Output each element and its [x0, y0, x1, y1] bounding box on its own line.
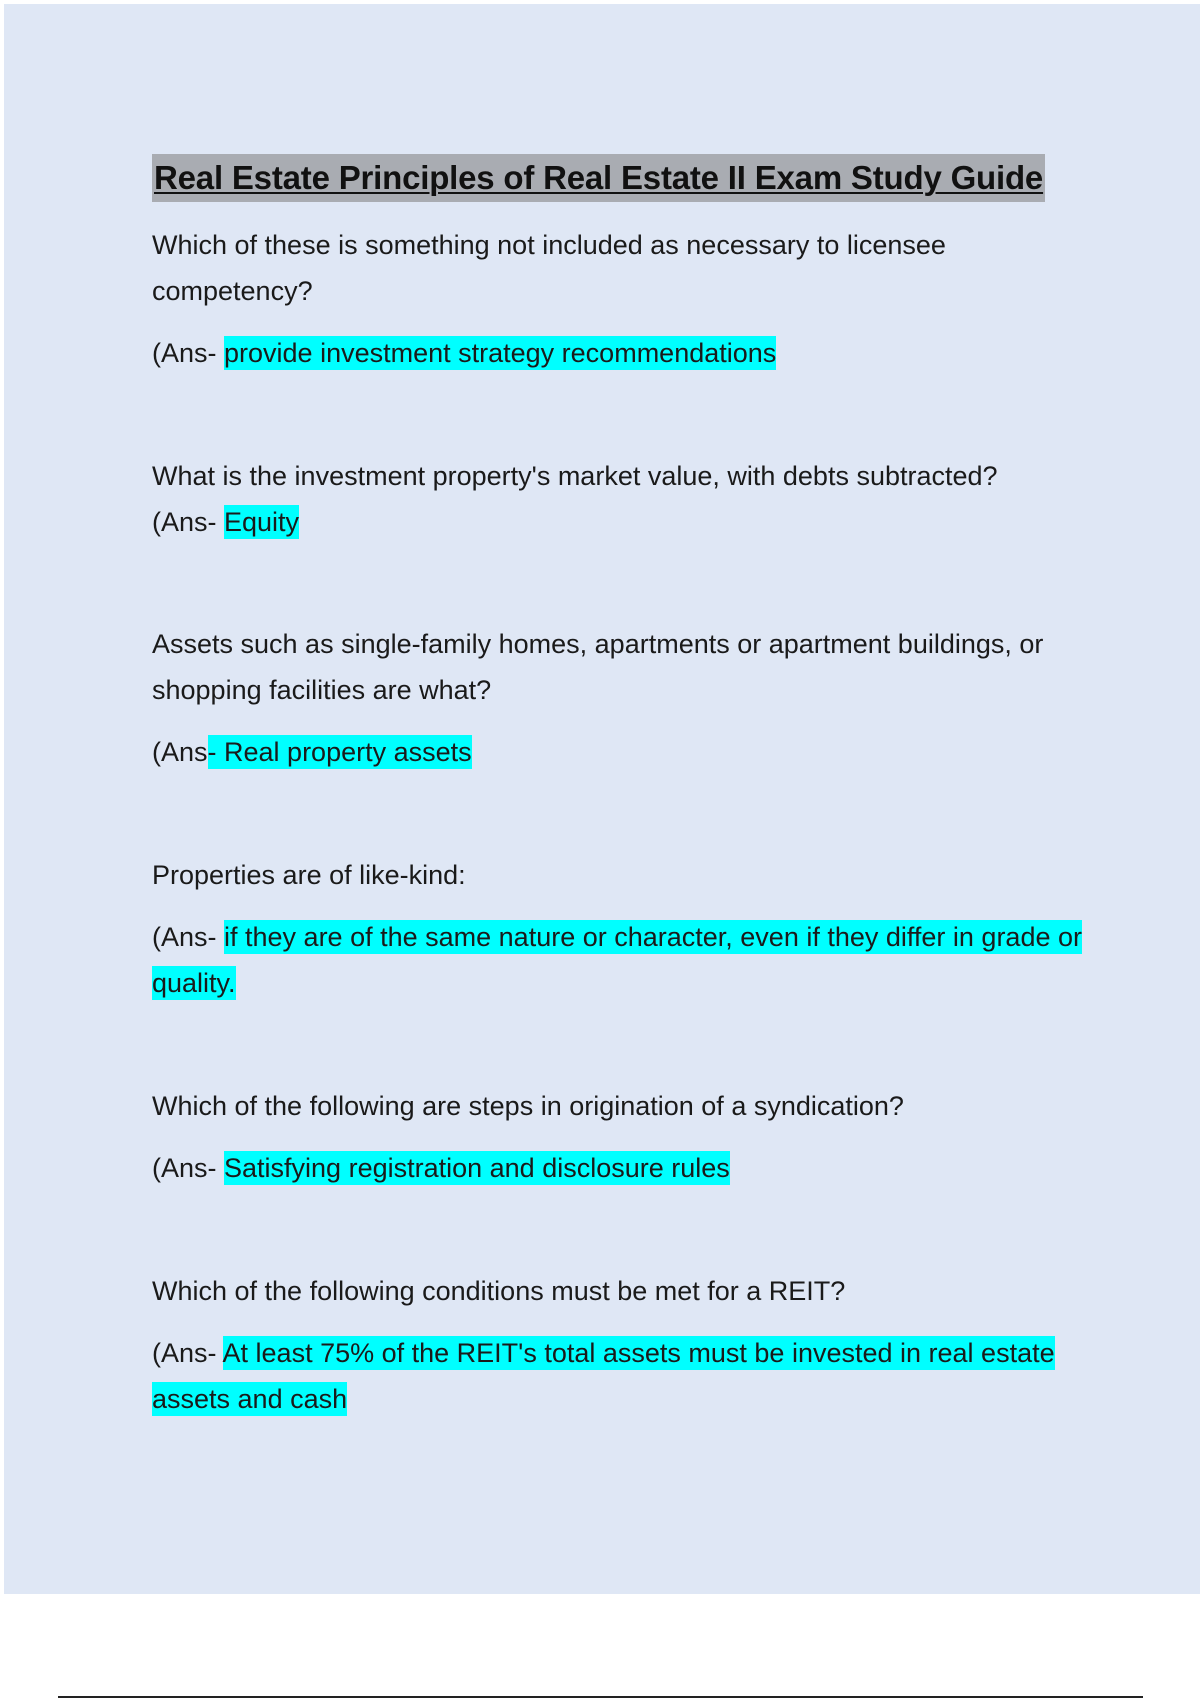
qa-item-2: [152, 453, 1102, 545]
answer-text: provide investment strategy recommendations: [224, 338, 777, 368]
answer-text: Satisfying registration and disclosure rules: [224, 1153, 730, 1183]
answer-text: Equity: [224, 507, 300, 537]
answer-line: [152, 499, 1102, 545]
qa-item-5: [152, 1083, 1102, 1191]
answer-line: [152, 1330, 1102, 1422]
footer-divider: [58, 1696, 1143, 1698]
question-text: Which of these is something not included as necessary to licensee competency?: [152, 230, 946, 306]
qa-item-1: [152, 222, 1102, 376]
answer-line: [152, 330, 1102, 376]
answer-text: - Real property assets: [207, 737, 472, 767]
answer-prefix: (Ans-: [152, 507, 225, 537]
question-text: What is the investment property's market value, with debts subtracted?: [152, 461, 998, 491]
question-text: Properties are of like-kind:: [152, 860, 466, 890]
answer-prefix: (Ans-: [152, 922, 225, 952]
answer-prefix: (Ans-: [152, 1153, 225, 1183]
qa-item-6: [152, 1268, 1102, 1422]
question-text: Which of the following conditions must be met for a REIT?: [152, 1276, 846, 1306]
answer-text: At least 75% of the REIT's total assets must be invested in real estate assets and cash: [152, 1338, 1055, 1414]
answer-prefix: (Ans-: [152, 338, 225, 368]
page-title: Real Estate Principles of Real Estate II Exam Study Guide: [152, 154, 1045, 202]
answer-line: [152, 914, 1102, 1006]
qa-item-3: [152, 621, 1102, 775]
question-text: Assets such as single-family homes, apartments or apartment buildings, or shopping facilities are what?: [152, 629, 1044, 705]
answer-line: [152, 1145, 1102, 1191]
answer-prefix: (Ans-: [152, 1338, 223, 1368]
document-page: [4, 4, 1200, 1594]
qa-item-4: [152, 852, 1102, 1006]
answer-line: [152, 729, 1102, 775]
question-text: Which of the following are steps in origination of a syndication?: [152, 1091, 904, 1121]
answer-prefix: (Ans: [152, 737, 208, 767]
answer-text: if they are of the same nature or character, even if they differ in grade or quality.: [152, 922, 1082, 998]
